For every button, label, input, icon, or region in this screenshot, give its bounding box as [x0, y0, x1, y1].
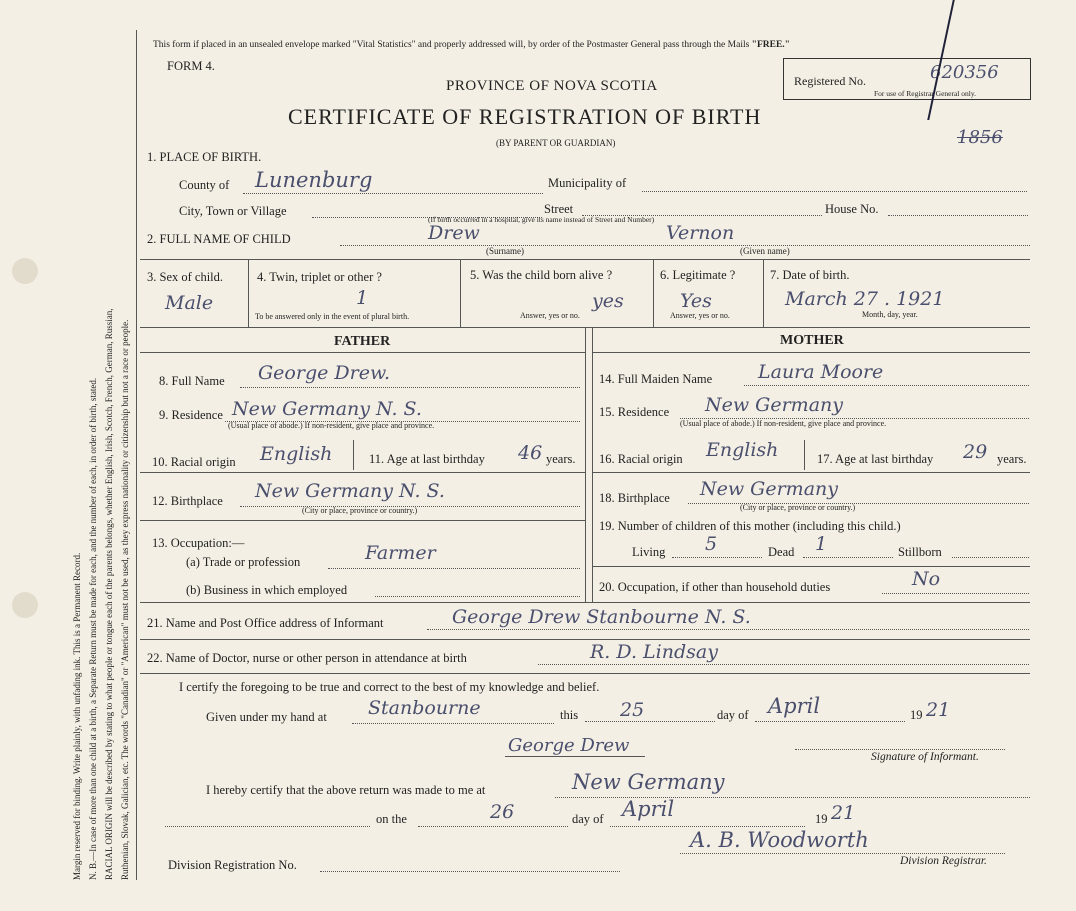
mother-name-value: Laura Moore — [758, 361, 884, 383]
father-birthplace-note: (City or place, province or country.) — [302, 506, 418, 515]
father-racial-divider — [353, 440, 354, 470]
mother-occupation-label: 20. Occupation, if other than household duties — [599, 580, 831, 594]
registrar-month-value: April — [622, 797, 675, 821]
given-month-line — [755, 721, 905, 722]
parents-divider — [585, 327, 586, 602]
hospital-note: (If birth occurred in a hospital, give its name instead of Street and Number) — [428, 215, 655, 224]
doctor-value: R. D. Lindsay — [590, 641, 718, 663]
registrar-place-value: New Germany — [572, 770, 725, 794]
given-month-value: April — [768, 694, 821, 718]
father-name-label: 8. Full Name — [159, 374, 225, 388]
registrar-month-line — [610, 826, 805, 827]
father-age-label: 11. Age at last birthday — [369, 452, 485, 466]
registrar-signature: A. B. Woodworth — [690, 828, 869, 852]
mother-children-rule — [592, 566, 1030, 567]
informant-value: George Drew Stanbourne N. S. — [452, 606, 751, 628]
mother-residence-note: (Usual place of abode.) If non-resident, give place and province. — [680, 419, 887, 428]
sex-value: Male — [165, 292, 214, 314]
place-of-birth-label: 1. PLACE OF BIRTH. — [147, 150, 262, 164]
mother-dead-label: Dead — [768, 545, 795, 559]
alive-note: Answer, yes or no. — [520, 311, 580, 320]
mother-heading-rule — [592, 352, 1030, 353]
given-name-note: (Given name) — [740, 246, 790, 256]
certificate-subtitle: (BY PARENT OR GUARDIAN) — [496, 138, 616, 148]
child-name-line — [340, 245, 1030, 246]
registered-label: Registered No. — [794, 74, 866, 88]
free-label: "FREE." — [751, 40, 790, 50]
row3-divider-1 — [248, 259, 249, 327]
father-name-value: George Drew. — [258, 362, 390, 384]
dob-note: Month, day, year. — [862, 310, 918, 319]
signature-line — [795, 749, 1005, 750]
division-registration-line — [320, 871, 620, 872]
father-racial-value: English — [260, 443, 333, 465]
father-racial-label: 10. Racial origin — [152, 455, 236, 469]
father-residence-value: New Germany N. S. — [232, 398, 422, 420]
mother-dead-value: 1 — [815, 533, 828, 555]
mother-occupation-line — [882, 593, 1029, 594]
mother-racial-divider — [804, 440, 805, 470]
father-business-label: (b) Business in which employed — [186, 583, 348, 597]
mother-children-label: 19. Number of children of this mother (including this child.) — [599, 519, 901, 533]
house-label: House No. — [825, 202, 879, 216]
given-place-value: Stanbourne — [368, 697, 481, 719]
mother-racial-label: 16. Racial origin — [599, 452, 683, 466]
county-line — [243, 193, 543, 194]
mother-age-value: 29 — [963, 441, 988, 463]
mother-years-label: years. — [997, 452, 1027, 466]
father-residence-note: (Usual place of abode.) If non-resident, give place and province. — [228, 421, 435, 430]
margin-rule — [136, 30, 137, 880]
informant-signature: George Drew — [508, 735, 630, 756]
row3-top-rule — [140, 259, 1030, 260]
mother-living-value: 5 — [705, 533, 718, 555]
margin-note-3: RACIAL ORIGIN will be described by stating to what people or tongue each of the parents belongs, whether English, Irish, Scotch, French, German, Russian, — [104, 308, 114, 880]
father-years-label: years. — [546, 452, 576, 466]
province-title: PROVINCE OF NOVA SCOTIA — [446, 78, 658, 94]
surname-value: Drew — [428, 222, 480, 244]
given-under-label: Given under my hand at — [206, 710, 327, 724]
signature-informant-label: Signature of Informant. — [871, 751, 979, 763]
father-occupation-label: 13. Occupation:— — [152, 536, 245, 550]
father-age-value: 46 — [518, 442, 543, 464]
row3-divider-4 — [763, 259, 764, 327]
mother-residence-label: 15. Residence — [599, 405, 670, 419]
twin-label: 4. Twin, triplet or other ? — [257, 270, 382, 284]
certify-statement: I certify the foregoing to be true and correct to the best of my knowledge and belief. — [179, 680, 600, 694]
given-day-of-label: day of — [717, 708, 749, 722]
father-trade-value: Farmer — [365, 542, 436, 564]
registrar-day-line — [418, 826, 568, 827]
mother-name-line — [744, 385, 1029, 386]
father-birthplace-rule — [140, 520, 585, 521]
given-day-line — [585, 721, 715, 722]
child-name-label: 2. FULL NAME OF CHILD — [147, 232, 291, 246]
mother-occupation-value: No — [912, 568, 941, 590]
division-registrar-label: Division Registrar. — [900, 855, 987, 867]
twin-value: 1 — [356, 287, 369, 309]
parents-bottom-rule — [140, 602, 1030, 603]
alive-value: yes — [592, 290, 624, 312]
registrar-signature-line — [680, 853, 1005, 854]
father-age-rule — [140, 472, 585, 473]
mother-racial-value: English — [706, 439, 779, 461]
margin-note-1: Margin reserved for binding. Write plainly, with unfading ink. This is a Permanent Record. — [72, 552, 82, 880]
registrar-statement: I hereby certify that the above return was made to me at — [206, 783, 486, 797]
mother-residence-value: New Germany — [705, 394, 843, 416]
old-number: 1856 — [957, 127, 1003, 148]
row3-divider-2 — [460, 259, 461, 327]
informant-rule — [140, 639, 1030, 640]
registrar-day-value: 26 — [490, 801, 515, 823]
given-this-label: this — [560, 708, 579, 722]
dob-value: March 27 . 1921 — [785, 288, 945, 310]
given-place-line — [352, 723, 554, 724]
alive-label: 5. Was the child born alive ? — [470, 268, 613, 282]
father-trade-line — [328, 568, 580, 569]
mother-stillborn-label: Stillborn — [898, 545, 942, 559]
twin-note: To be answered only in the event of plural birth. — [255, 312, 410, 321]
municipality-line — [642, 191, 1027, 192]
certificate-title: CERTIFICATE OF REGISTRATION OF BIRTH — [288, 104, 762, 129]
doctor-rule — [140, 673, 1030, 674]
mother-birthplace-label: 18. Birthplace — [599, 491, 670, 505]
row3-divider-3 — [653, 259, 654, 327]
registered-number: 620356 — [930, 62, 999, 83]
dob-label: 7. Date of birth. — [770, 268, 850, 282]
mother-living-line — [672, 557, 762, 558]
mother-stillborn-line — [952, 557, 1029, 558]
margin-note-4: Ruthenian, Slovak, Galician, etc. The words "Canadian" or "American" must not be used, as they express nationality or citizenship but not a race or people. — [120, 319, 130, 880]
informant-line — [427, 629, 1029, 630]
informant-signature-line — [505, 756, 645, 757]
mother-age-rule — [592, 472, 1030, 473]
mother-birthplace-value: New Germany — [700, 478, 838, 500]
father-heading: FATHER — [334, 334, 391, 349]
mother-birthplace-note: (City or place, province or country.) — [740, 503, 856, 512]
registrar-year-prefix: 19 — [815, 812, 828, 826]
mail-notice: This form if placed in an unsealed envelope marked "Vital Statistics" and properly addressed will, by order of the Postmaster General pass through the Mails "FREE." — [153, 40, 790, 50]
parents-divider-2 — [592, 327, 593, 602]
mother-heading: MOTHER — [780, 333, 844, 348]
surname-note: (Surname) — [486, 246, 524, 256]
doctor-label: 22. Name of Doctor, nurse or other person in attendance at birth — [147, 651, 467, 665]
given-name-value: Vernon — [666, 222, 735, 244]
county-value: Lunenburg — [255, 168, 373, 192]
registrar-note: For use of Registrar General only. — [874, 89, 976, 98]
given-year-value: 21 — [926, 699, 951, 721]
county-label: County of — [179, 178, 230, 192]
margin-note-2: N. B.—In case of more than one child at a birth, a Separate Return must be made for each, and the number of each, in order of birth, stated. — [88, 377, 98, 880]
mother-dead-line — [803, 557, 893, 558]
street-label: Street — [544, 202, 574, 216]
city-label: City, Town or Village — [179, 204, 287, 218]
father-birthplace-value: New Germany N. S. — [255, 480, 445, 502]
father-residence-label: 9. Residence — [159, 408, 223, 422]
mother-name-label: 14. Full Maiden Name — [599, 372, 713, 386]
mother-age-label: 17. Age at last birthday — [817, 452, 934, 466]
given-year-prefix: 19 — [910, 708, 923, 722]
legitimate-label: 6. Legitimate ? — [660, 268, 736, 282]
binding-hole-top — [12, 258, 38, 284]
registrar-on-label: on the — [376, 812, 407, 826]
doctor-line — [538, 664, 1029, 665]
informant-label: 21. Name and Post Office address of Informant — [147, 616, 384, 630]
division-registration-label: Division Registration No. — [168, 858, 297, 872]
legitimate-note: Answer, yes or no. — [670, 311, 730, 320]
sex-label: 3. Sex of child. — [147, 270, 224, 284]
mother-living-label: Living — [632, 545, 666, 559]
given-day-value: 25 — [620, 699, 645, 721]
father-name-line — [240, 387, 580, 388]
father-business-line — [375, 596, 580, 597]
binding-hole-bottom — [12, 592, 38, 618]
legitimate-value: Yes — [680, 290, 712, 312]
form-number: FORM 4. — [167, 59, 215, 73]
father-trade-label: (a) Trade or profession — [186, 555, 301, 569]
registrar-left-line — [165, 826, 370, 827]
house-line — [888, 215, 1028, 216]
registrar-year-value: 21 — [831, 802, 856, 824]
father-heading-rule — [140, 352, 585, 353]
municipality-label: Municipality of — [548, 176, 627, 190]
registrar-day-of-label: day of — [572, 812, 604, 826]
father-birthplace-label: 12. Birthplace — [152, 494, 223, 508]
